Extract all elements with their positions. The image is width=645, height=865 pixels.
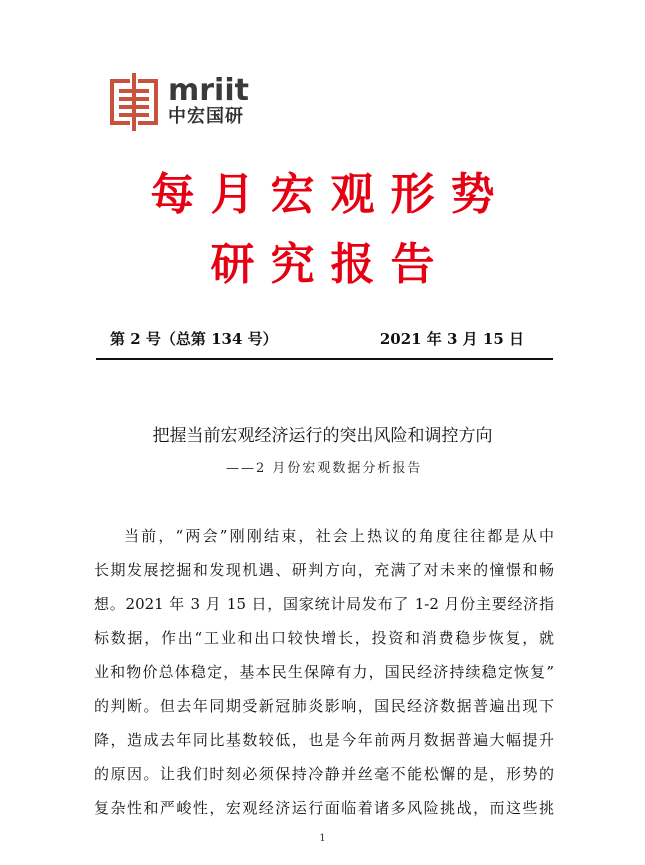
body-line: 复杂性和严峻性，宏观经济运行面临着诸多风险挑战，而这些挑 [94, 799, 554, 817]
mriit-logo [108, 72, 249, 132]
logo-name-cn: 中宏国研 [168, 106, 244, 127]
header-divider [96, 358, 553, 360]
body-line: 的原因。让我们时刻必须保持冷静并丝毫不能松懈的是，形势的 [94, 765, 554, 783]
body-line: 降，造成去年同比基数较低，也是今年前两月数据普遍大幅提升 [94, 731, 554, 749]
issue-row [104, 328, 554, 350]
article-subheadline: ——2 月份宏观数据分析报告 [226, 461, 423, 476]
mriit-logo-icon [108, 73, 160, 131]
body-line: 业和物价总体稳定，基本民生保障有力，国民经济持续稳定恢复” [94, 663, 554, 681]
body-line: 当前，“两会”刚刚结束，社会上热议的角度往往都是从中 [124, 527, 554, 545]
body-line: 标数据，作出“工业和出口较快增长，投资和消费稳步恢复，就 [94, 629, 554, 647]
report-title-line-2: 研究报告 [210, 239, 451, 290]
page-number: 1 [319, 833, 326, 844]
article-body [94, 527, 554, 833]
logo-name-en: mriit [168, 73, 249, 108]
body-line: 想。2021 年 3 月 15 日，国家统计局发布了 1-2 月份主要经济指 [94, 595, 554, 613]
body-line: 的判断。但去年同期受新冠肺炎影响，国民经济数据普遍出现下 [94, 697, 554, 715]
issue-date: 2021 年 3 月 15 日 [379, 330, 524, 348]
body-line: 长期发展挖掘和发现机遇、研判方向，充满了对未来的憧憬和畅 [94, 561, 554, 579]
report-title-line-1: 每月宏观形势 [150, 169, 511, 220]
article-headline: 把握当前宏观经济运行的突出风险和调控方向 [152, 426, 493, 446]
issue-number: 第 2 号（总第 134 号） [110, 330, 278, 348]
